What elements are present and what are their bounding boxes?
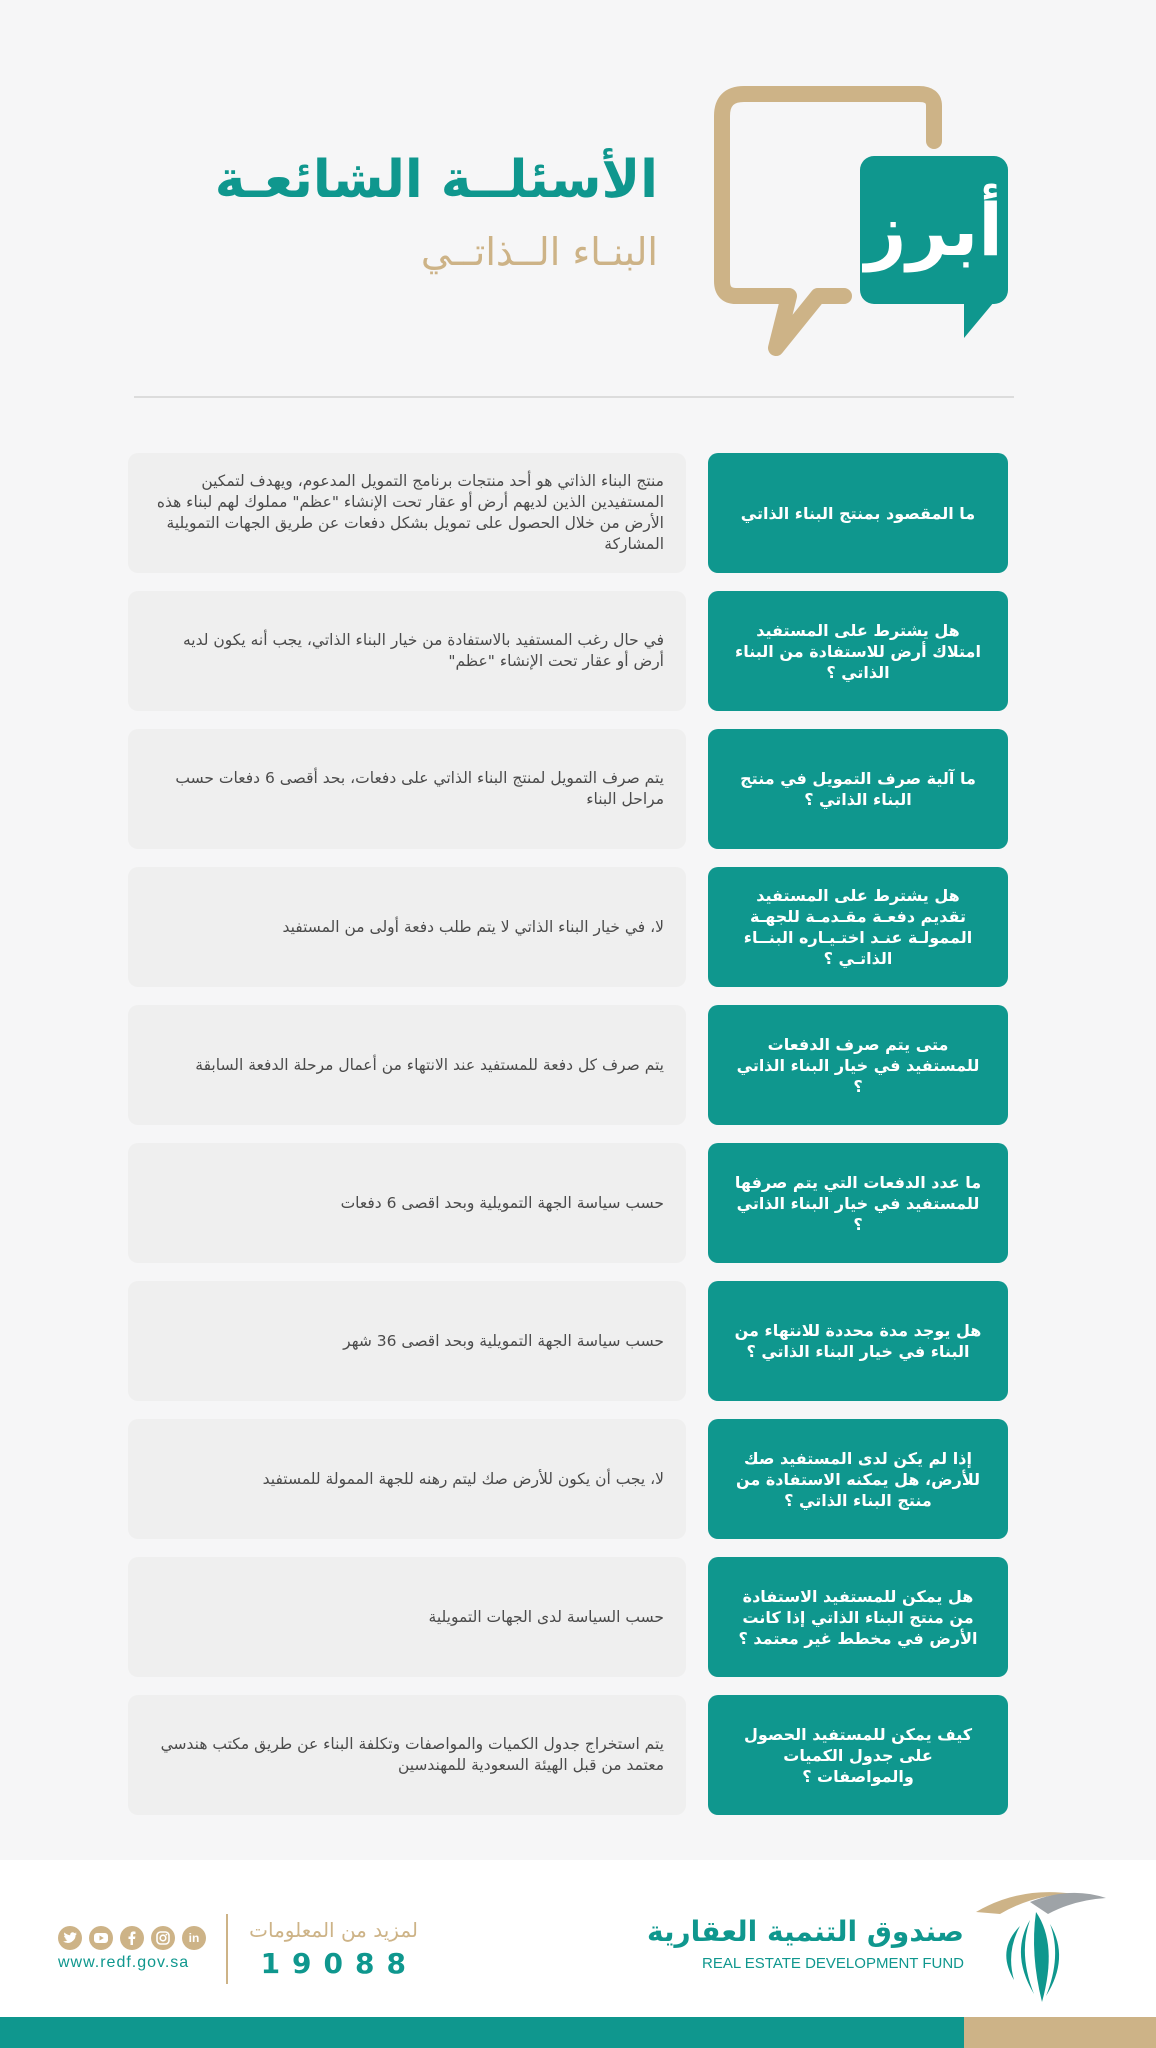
faq-question [708,591,1008,711]
phone-number[interactable]: 19088 [260,1947,418,1980]
website-link[interactable]: www.redf.gov.sa [58,1954,190,1971]
faq-question [708,453,1008,573]
faq-answer-text: لا، يجب أن يكون للأرض صك ليتم رهنه للجهة الممولة للمستفيد [262,1469,664,1488]
header [0,0,1156,400]
brand-word: أبرز [865,188,1003,272]
facebook-icon[interactable] [120,1926,144,1950]
faq-item [128,1143,1008,1263]
faq-item [128,1005,1008,1125]
faq-answer [128,1143,686,1263]
faq-answer-text: في حال رغب المستفيد بالاستفادة من خيار البناء الذاتي، يجب أنه يكون لديه أرض أو عقار تحت الإنشاء "عظم" [183,631,664,670]
fund-name-english: REAL ESTATE DEVELOPMENT FUND [702,1955,964,1972]
faq-answer-text: حسب سياسة الجهة التمويلية وبحد اقصى 36 شهر [343,1331,664,1350]
twitter-icon[interactable] [58,1926,82,1950]
faq-question-text: هل يوجد مدة محددة للانتهاء من البناء في خيار البناء الذاتي ؟ [734,1321,982,1361]
faq-question-text: هل يمكن للمستفيد الاستفادة من منتج البناء الذاتي إذا كانت الأرض في مخطط غير معتمد ؟ [738,1586,978,1648]
faq-answer [128,1005,686,1125]
redf-logo-icon [970,1884,1108,2004]
faq-item [128,867,1008,987]
faq-question-text: ما المقصود بمنتج البناء الذاتي [740,503,976,523]
faq-question [708,1143,1008,1263]
faq-question [708,867,1008,987]
faq-item [128,1557,1008,1677]
faq-question [708,1557,1008,1677]
faq-answer-text: يتم صرف كل دفعة للمستفيد عند الانتهاء من أعمال مرحلة الدفعة السابقة [195,1055,664,1074]
faq-question-text: إذا لم يكن لدى المستفيد صك للأرض، هل يمكنه الاستفادة من منتج البناء الذاتي ؟ [735,1448,981,1510]
faq-answer-text: منتج البناء الذاتي هو أحد منتجات برنامج التمويل المدعوم، ويهدف لتمكين المستفيدين الذين لديهم أرض أو عقار تحت الإنشاء "عظم" مملوك لهم لبناء هذه الأرض من خلال الحصول على تمويل بشكل دفعات عن طريق الجهات التمويلية المشاركة [156,472,664,553]
faq-answer [128,591,686,711]
faq-question-text: هل يشترط على المستفيد تقديم دفعـة مقـدمـة للجهـة الممولـة عنـد اختـيـاره البنــاء الذاتـي ؟ [743,886,973,968]
faq-answer [128,1557,686,1677]
linkedin-icon[interactable]: in [182,1926,206,1950]
faq-answer [128,1281,686,1401]
footer-bar-teal [0,2017,964,2048]
youtube-icon[interactable] [89,1926,113,1950]
faq-question [708,1419,1008,1539]
faq-item [128,729,1008,849]
footer-bar-gold [964,2017,1156,2048]
header-divider [134,396,1014,398]
faq-item [128,1281,1008,1401]
faq-question-text: ما آلية صرف التمويل في منتج البناء الذاتي ؟ [740,769,976,809]
social-links [58,1926,208,1950]
faq-answer-text: يتم صرف التمويل لمنتج البناء الذاتي على دفعات، بحد أقصى 6 دفعات حسب مراحل البناء [175,769,664,808]
faq-answer-text: حسب سياسة الجهة التمويلية وبحد اقصى 6 دفعات [340,1193,664,1212]
faq-answer [128,1695,686,1815]
faq-answer-text: حسب السياسة لدى الجهات التمويلية [428,1607,664,1626]
faq-answer-text: لا، في خيار البناء الذاتي لا يتم طلب دفعة أولى من المستفيد [282,917,664,936]
faq-answer [128,453,686,573]
footer-divider [226,1914,228,1984]
page-title: الأسئلــة الشائعـة [214,150,658,210]
faq-question-text: كيف يمكن للمستفيد الحصول على جدول الكميات والمواصفات ؟ [743,1724,973,1786]
faq-answer [128,867,686,987]
more-info-label: لمزيد من المعلومات [249,1918,418,1942]
faq-question [708,729,1008,849]
faq-question-text: متى يتم صرف الدفعات للمستفيد في خيار البناء الذاتي ؟ [736,1034,980,1096]
faq-question [708,1695,1008,1815]
faq-item [128,453,1008,573]
faq-item [128,1695,1008,1815]
faq-question-text: هل يشترط على المستفيد امتلاك أرض للاستفادة من البناء الذاتي ؟ [735,620,981,682]
faq-answer [128,1419,686,1539]
faq-question [708,1281,1008,1401]
page-subtitle: البنـاء الــذاتــي [420,230,658,274]
faq-question-text: ما عدد الدفعات التي يتم صرفها للمستفيد في خيار البناء الذاتي ؟ [734,1172,982,1234]
instagram-icon[interactable] [151,1926,175,1950]
faq-answer-text: يتم استخراج جدول الكميات والمواصفات وتكلفة البناء عن طريق مكتب هندسي معتمد من قبل الهيئة السعودية للمهندسين [160,1735,664,1774]
faq-answer [128,729,686,849]
fund-name-arabic: صندوق التنمية العقارية [647,1915,964,1948]
faq-item [128,1419,1008,1539]
faq-item [128,591,1008,711]
faq-question [708,1005,1008,1125]
